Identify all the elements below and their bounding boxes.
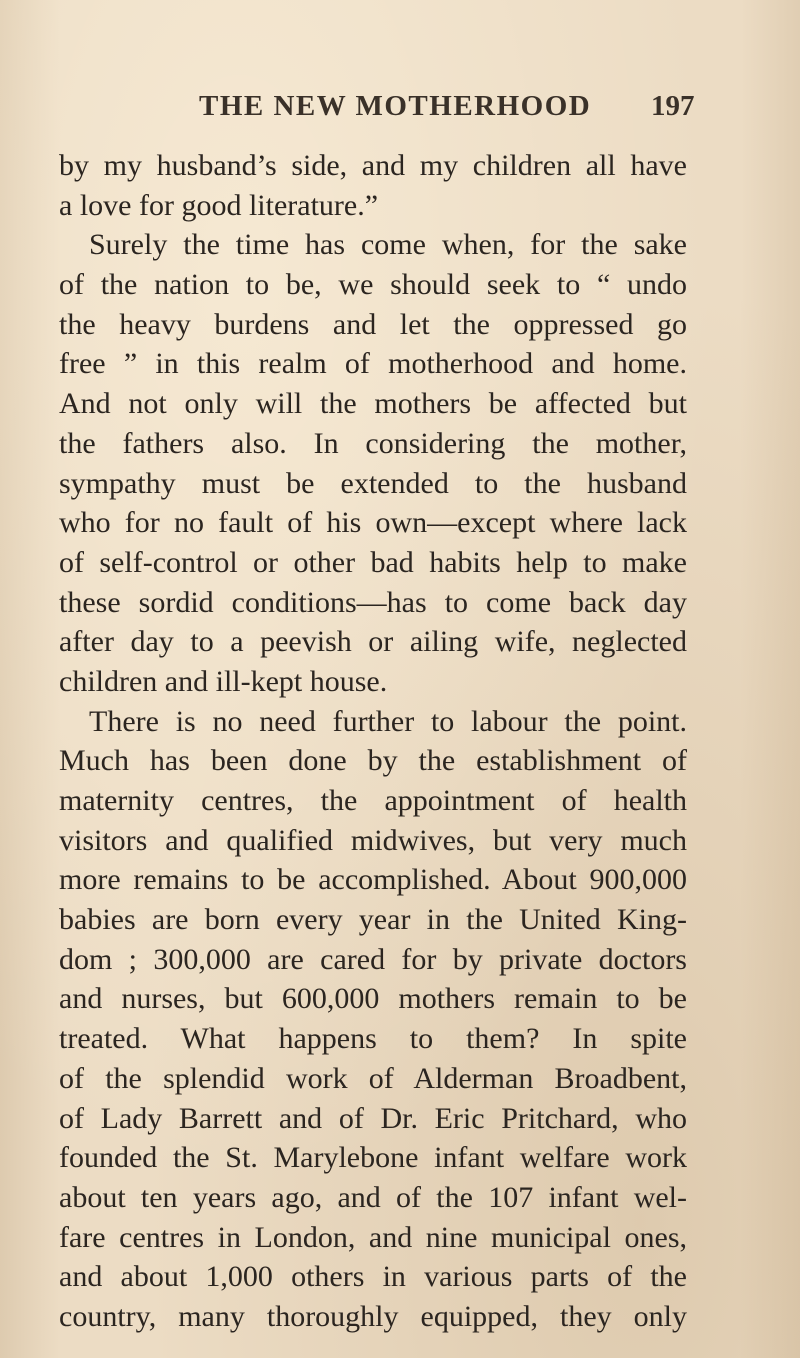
text-line: sympathy must be extended to the husband bbox=[59, 466, 687, 500]
text-line: more remains to be accomplished. About 900,000 bbox=[59, 863, 687, 897]
text-line: by my husband’s side, and my children all have bbox=[59, 149, 687, 182]
text-line: founded the St. Marylebone infant welfare work bbox=[59, 1141, 687, 1175]
page-number: 197 bbox=[651, 90, 695, 122]
text-line: these sordid conditions—has to come back day bbox=[59, 585, 687, 619]
page-header-title: THE NEW MOTHERHOOD bbox=[199, 90, 592, 122]
text-line: a love for good literature.” bbox=[59, 188, 379, 222]
text-line: treated. What happens to them? In spite bbox=[59, 1022, 687, 1056]
text-line: of Lady Barrett and of Dr. Eric Pritchard, who bbox=[59, 1101, 687, 1135]
text-line: and about 1,000 others in various parts of the bbox=[59, 1260, 687, 1294]
running-head bbox=[0, 90, 800, 130]
text-line: Much has been done by the establishment of bbox=[59, 744, 687, 778]
body-text bbox=[59, 146, 687, 1337]
text-line: maternity centres, the appointment of health bbox=[59, 784, 687, 817]
text-line: country, many thoroughly equipped, they only bbox=[59, 1299, 687, 1333]
paragraph-1 bbox=[59, 146, 687, 225]
text-line: about ten years ago, and of the 107 infant wel- bbox=[59, 1180, 687, 1214]
paragraph-3 bbox=[59, 702, 687, 1337]
text-line: and nurses, but 600,000 mothers remain to be bbox=[59, 982, 687, 1016]
text-line: fare centres in London, and nine municipal ones, bbox=[59, 1220, 687, 1254]
text-line: children and ill-kept house. bbox=[59, 664, 388, 698]
text-line: the fathers also. In considering the mother, bbox=[59, 426, 687, 460]
text-line: And not only will the mothers be affected but bbox=[59, 387, 687, 421]
text-line: There is no need further to labour the point. bbox=[89, 704, 687, 738]
text-line: of the nation to be, we should seek to “ undo bbox=[59, 268, 687, 302]
text-line: of the splendid work of Alderman Broadbent, bbox=[59, 1061, 687, 1095]
text-line: the heavy burdens and let the oppressed go bbox=[59, 307, 687, 341]
text-line: dom ; 300,000 are cared for by private doctors bbox=[59, 942, 687, 976]
text-line: after day to a peevish or ailing wife, neglected bbox=[59, 625, 687, 659]
text-line: visitors and qualified midwives, but very much bbox=[59, 823, 687, 857]
text-line: who for no fault of his own—except where lack bbox=[59, 506, 687, 540]
text-line: of self-control or other bad habits help to make bbox=[59, 545, 687, 579]
text-line: Surely the time has come when, for the sake bbox=[89, 228, 687, 262]
paragraph-2 bbox=[59, 225, 687, 701]
text-line: babies are born every year in the United King- bbox=[59, 903, 687, 937]
text-line: free ” in this realm of motherhood and home. bbox=[59, 347, 687, 381]
